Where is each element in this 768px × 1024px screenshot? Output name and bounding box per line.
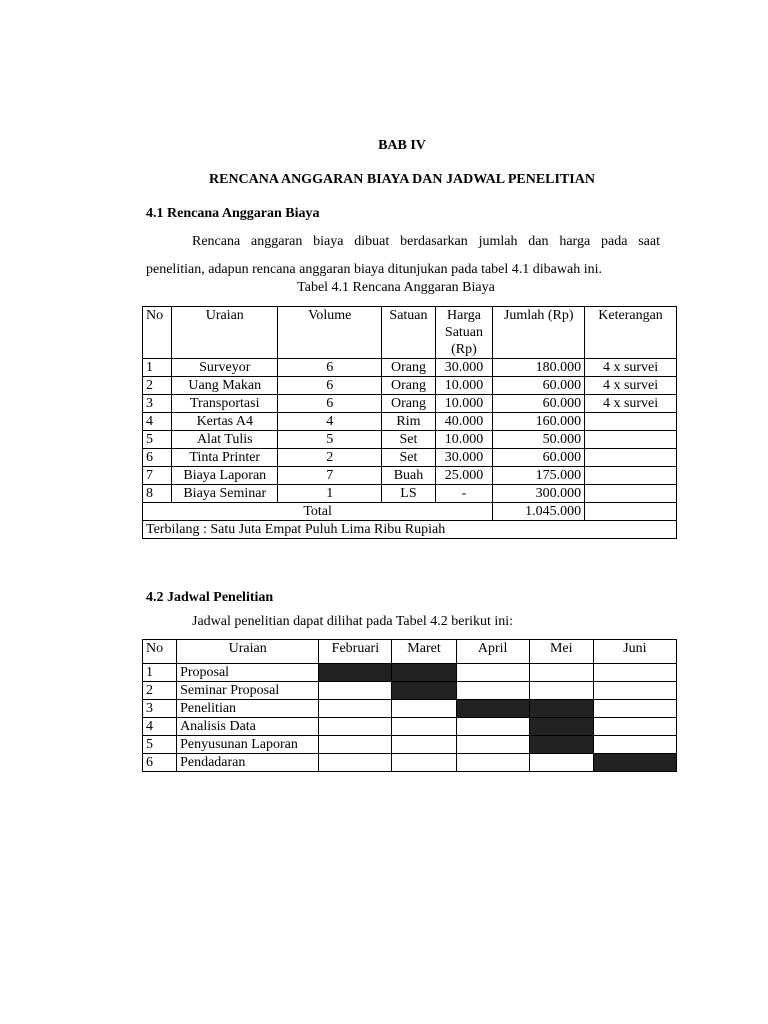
schedule-empty-cell <box>456 754 529 772</box>
cell-uraian: Penyusunan Laporan <box>177 736 319 754</box>
budget-table-header <box>143 307 677 359</box>
cell-no: 4 <box>143 718 177 736</box>
cell-volume: 1 <box>278 485 382 503</box>
cell-harga-satuan: 25.000 <box>435 467 493 485</box>
total-value: 1.045.000 <box>493 503 585 521</box>
cell-satuan: Rim <box>382 413 436 431</box>
cell-uraian: Penelitian <box>177 700 319 718</box>
schedule-table <box>142 639 677 772</box>
cell-uraian: Biaya Laporan <box>172 467 278 485</box>
schedule-empty-cell <box>593 664 676 682</box>
cell-volume: 5 <box>278 431 382 449</box>
table-row <box>143 413 677 431</box>
cell-harga-satuan: 30.000 <box>435 449 493 467</box>
budget-table-body <box>143 359 677 503</box>
cell-satuan: Orang <box>382 377 436 395</box>
cell-uraian: Transportasi <box>172 395 278 413</box>
cell-keterangan <box>585 413 677 431</box>
cell-satuan: Set <box>382 449 436 467</box>
schedule-table-body <box>143 664 677 772</box>
cell-jumlah: 160.000 <box>493 413 585 431</box>
cell-uraian: Alat Tulis <box>172 431 278 449</box>
cell-volume: 6 <box>278 395 382 413</box>
cell-jumlah: 60.000 <box>493 395 585 413</box>
cell-keterangan: 4 x survei <box>585 395 677 413</box>
header-mei: Mei <box>529 640 593 664</box>
cell-satuan: Orang <box>382 395 436 413</box>
cell-no: 6 <box>143 754 177 772</box>
cell-no: 1 <box>143 664 177 682</box>
schedule-empty-cell <box>593 700 676 718</box>
cell-no: 2 <box>143 377 172 395</box>
table-row <box>143 395 677 413</box>
cell-volume: 4 <box>278 413 382 431</box>
schedule-empty-cell <box>456 664 529 682</box>
header-satuan: Satuan <box>382 307 436 359</box>
cell-uraian: Tinta Printer <box>172 449 278 467</box>
schedule-empty-cell <box>456 718 529 736</box>
cell-satuan: Buah <box>382 467 436 485</box>
cell-uraian: Seminar Proposal <box>177 682 319 700</box>
cell-satuan: Orang <box>382 359 436 377</box>
schedule-empty-cell <box>319 682 392 700</box>
cell-uraian: Pendadaran <box>177 754 319 772</box>
schedule-empty-cell <box>319 700 392 718</box>
schedule-empty-cell <box>392 718 456 736</box>
schedule-empty-cell <box>392 754 456 772</box>
table-row <box>143 485 677 503</box>
header-maret: Maret <box>392 640 456 664</box>
table-4-1-caption: Tabel 4.1 Rencana Anggaran Biaya <box>297 280 495 295</box>
cell-jumlah: 300.000 <box>493 485 585 503</box>
header-volume: Volume <box>278 307 382 359</box>
schedule-empty-cell <box>529 682 593 700</box>
section-4-1-paragraph <box>146 228 660 284</box>
terbilang-row <box>143 521 677 539</box>
schedule-empty-cell <box>392 736 456 754</box>
cell-keterangan: 4 x survei <box>585 359 677 377</box>
table-row <box>143 682 677 700</box>
header-uraian: Uraian <box>172 307 278 359</box>
table-row <box>143 664 677 682</box>
schedule-empty-cell <box>319 754 392 772</box>
cell-satuan: LS <box>382 485 436 503</box>
schedule-filled-cell <box>392 682 456 700</box>
schedule-filled-cell <box>392 664 456 682</box>
cell-no: 3 <box>143 395 172 413</box>
chapter-title: RENCANA ANGGARAN BIAYA DAN JADWAL PENELITIAN <box>209 172 595 187</box>
cell-harga-satuan: 10.000 <box>435 377 493 395</box>
cell-volume: 6 <box>278 377 382 395</box>
cell-no: 7 <box>143 467 172 485</box>
cell-no: 3 <box>143 700 177 718</box>
cell-uraian: Surveyor <box>172 359 278 377</box>
cell-no: 5 <box>143 736 177 754</box>
schedule-empty-cell <box>392 700 456 718</box>
cell-keterangan <box>585 467 677 485</box>
cell-harga-satuan: 30.000 <box>435 359 493 377</box>
budget-table <box>142 306 677 539</box>
header-harga-satuan: Harga Satuan (Rp) <box>435 307 493 359</box>
cell-uraian: Kertas A4 <box>172 413 278 431</box>
cell-keterangan: 4 x survei <box>585 377 677 395</box>
cell-no: 1 <box>143 359 172 377</box>
schedule-filled-cell <box>456 700 529 718</box>
cell-harga-satuan: 40.000 <box>435 413 493 431</box>
table-row <box>143 718 677 736</box>
schedule-empty-cell <box>593 718 676 736</box>
paragraph-line-1: Rencana anggaran biaya dibuat berdasarkan jumlah dan harga pada saat <box>192 234 660 249</box>
table-row <box>143 449 677 467</box>
schedule-filled-cell <box>529 718 593 736</box>
total-label: Total <box>143 503 493 521</box>
paragraph-line-2: penelitian, adapun rencana anggaran biaya ditunjukan pada tabel 4.1 dibawah ini. <box>146 262 602 277</box>
table-row <box>143 377 677 395</box>
total-ket <box>585 503 677 521</box>
cell-uraian: Biaya Seminar <box>172 485 278 503</box>
section-4-2-heading: 4.2 Jadwal Penelitian <box>146 590 274 605</box>
header-no: No <box>143 640 177 664</box>
cell-volume: 6 <box>278 359 382 377</box>
cell-jumlah: 175.000 <box>493 467 585 485</box>
cell-keterangan <box>585 449 677 467</box>
cell-jumlah: 60.000 <box>493 377 585 395</box>
cell-harga-satuan: - <box>435 485 493 503</box>
schedule-empty-cell <box>593 736 676 754</box>
cell-jumlah: 50.000 <box>493 431 585 449</box>
table-row <box>143 736 677 754</box>
cell-no: 2 <box>143 682 177 700</box>
schedule-empty-cell <box>529 664 593 682</box>
header-no: No <box>143 307 172 359</box>
schedule-table-header <box>143 640 677 664</box>
schedule-empty-cell <box>456 736 529 754</box>
chapter-heading: BAB IV <box>378 138 426 153</box>
table-row <box>143 754 677 772</box>
schedule-empty-cell <box>319 736 392 754</box>
cell-no: 5 <box>143 431 172 449</box>
cell-uraian: Uang Makan <box>172 377 278 395</box>
table-row <box>143 700 677 718</box>
cell-uraian: Proposal <box>177 664 319 682</box>
header-jumlah: Jumlah (Rp) <box>493 307 585 359</box>
schedule-filled-cell <box>529 700 593 718</box>
section-4-2-intro: Jadwal penelitian dapat dilihat pada Tabel 4.2 berikut ini: <box>192 614 514 629</box>
terbilang-text: Terbilang : Satu Juta Empat Puluh Lima Ribu Rupiah <box>143 521 677 539</box>
budget-total-row <box>143 503 677 521</box>
header-april: April <box>456 640 529 664</box>
table-row <box>143 359 677 377</box>
table-row <box>143 467 677 485</box>
schedule-empty-cell <box>319 718 392 736</box>
cell-keterangan <box>585 485 677 503</box>
cell-keterangan <box>585 431 677 449</box>
table-row <box>143 431 677 449</box>
schedule-empty-cell <box>529 754 593 772</box>
section-4-1-heading: 4.1 Rencana Anggaran Biaya <box>146 206 320 221</box>
cell-jumlah: 60.000 <box>493 449 585 467</box>
cell-uraian: Analisis Data <box>177 718 319 736</box>
cell-volume: 7 <box>278 467 382 485</box>
cell-satuan: Set <box>382 431 436 449</box>
header-februari: Februari <box>319 640 392 664</box>
cell-no: 4 <box>143 413 172 431</box>
cell-jumlah: 180.000 <box>493 359 585 377</box>
header-uraian: Uraian <box>177 640 319 664</box>
cell-no: 8 <box>143 485 172 503</box>
header-juni: Juni <box>593 640 676 664</box>
header-keterangan: Keterangan <box>585 307 677 359</box>
schedule-empty-cell <box>593 682 676 700</box>
schedule-filled-cell <box>593 754 676 772</box>
schedule-filled-cell <box>529 736 593 754</box>
cell-harga-satuan: 10.000 <box>435 395 493 413</box>
cell-volume: 2 <box>278 449 382 467</box>
schedule-filled-cell <box>319 664 392 682</box>
cell-harga-satuan: 10.000 <box>435 431 493 449</box>
cell-no: 6 <box>143 449 172 467</box>
schedule-empty-cell <box>456 682 529 700</box>
